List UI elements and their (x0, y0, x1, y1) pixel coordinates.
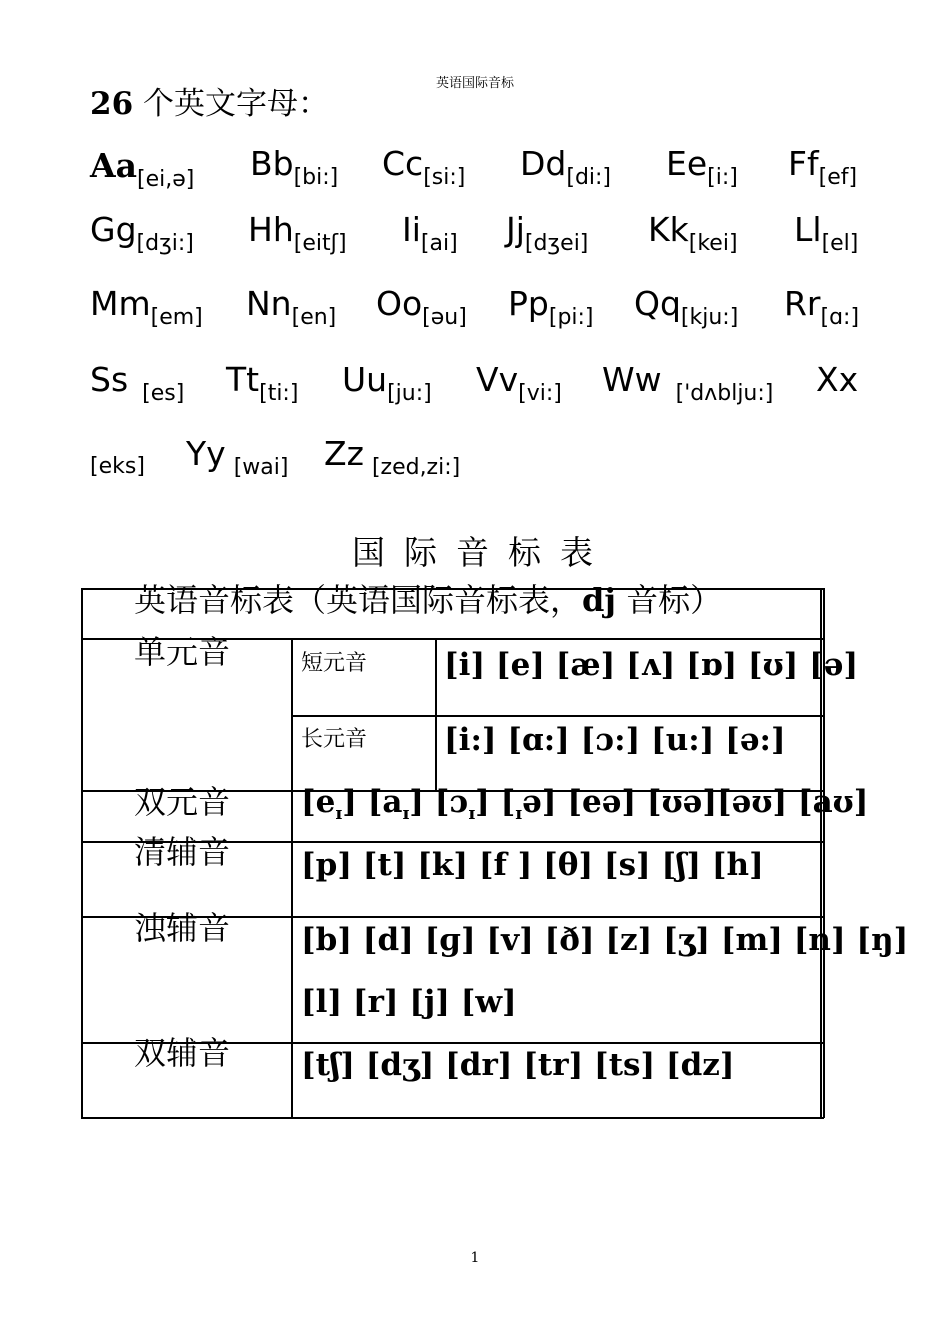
letter-p: $Pp_{[pi:]}$ (508, 284, 594, 330)
table-border (291, 638, 293, 1118)
phonetic: [vi:] (518, 381, 562, 406)
monophthong-label: 单元音 (134, 633, 231, 671)
letter-m: $Mm_{[em]}$ (90, 284, 203, 330)
letter-t: $Tt_{[ti:]}$ (226, 360, 299, 406)
alphabet-title (90, 78, 329, 123)
letter-l: $Ll_{[el]}$ (794, 210, 859, 256)
phonetic: [zed,zi:] (371, 455, 461, 480)
letter-q: $Qq_{[kju:]}$ (634, 284, 739, 330)
long-vowel-ipa: [i:] [ɑ:] [ɔ:] [u:] [ə:] (444, 722, 786, 758)
phonetic: [wai] (233, 455, 289, 480)
phonetic: [es] (142, 381, 185, 406)
table-heading: 国际音标表 (352, 533, 612, 572)
letter-w: Ww $_{['dʌblju:]}$ (602, 360, 774, 406)
alphabet-count: 26 (90, 86, 134, 122)
letter-x: Xx (816, 360, 859, 399)
letter-y: Yy $_{[wai]}$ (186, 434, 289, 480)
phonetic: [eitʃ] (293, 231, 347, 256)
letter-u: $Uu_{[ju:]}$ (342, 360, 432, 406)
voiced-consonant-ipa-1: [b] [d] [ɡ] [v] [ð] [z] [ʒ] [m] [n] [ŋ] (301, 922, 909, 958)
double-consonant-label: 双辅音 (134, 1034, 231, 1072)
voiced-consonant-label: 浊辅音 (134, 909, 231, 947)
double-consonant-ipa: [tʃ] [dʒ] [dr] [tr] [ts] [dz] (301, 1047, 735, 1083)
table-border (81, 588, 83, 1118)
diphthong-label: 双元音 (134, 783, 231, 821)
letter-z: Zz $_{[zed,zi:]}$ (324, 434, 461, 480)
voiceless-consonant-label: 清辅音 (134, 833, 231, 871)
phonetic: [ef] (818, 165, 858, 190)
phonetic: [ai] (420, 231, 458, 256)
phonetic: [pi:] (548, 305, 594, 330)
letter-d: $Dd_{[di:]}$ (520, 144, 612, 190)
phonetic: [ei,ə] (137, 167, 195, 192)
phonetic: [el] (821, 231, 859, 256)
phonetic: [kju:] (680, 305, 739, 330)
phonetic: [kei] (688, 231, 738, 256)
page-header: 英语国际音标 (435, 76, 514, 91)
alphabet-title-text: 个英文字母： (133, 86, 329, 122)
letter-c: $Cc_{[si:]}$ (382, 144, 466, 190)
diphthong-ipa: $[e_ɪ]$ $[a_ɪ]$ [ɔ$_ɪ$] $[_ɪə]$ [eə] [ʊə][əʊ] [aʊ] (301, 784, 869, 825)
letter-v: $Vv_{[vi:]}$ (476, 360, 562, 406)
page-number: 1 (470, 1250, 480, 1266)
letter-h: $Hh_{[eitʃ]}$ (248, 210, 347, 256)
table-title: 英语音标表（英语国际音标表，dj 音标） (134, 581, 723, 619)
table-border (291, 715, 824, 717)
letter-g: $Gg_{[dʒi:]}$ (90, 210, 194, 256)
letter-e: $Ee_{[i:]}$ (666, 144, 738, 190)
long-vowel-label: 长元音 (301, 727, 368, 752)
letter-b: $Bb_{[bi:]}$ (250, 144, 339, 190)
letter-j: $Jj_{[dʒei]}$ (506, 210, 589, 256)
voiceless-consonant-ipa: [p] [t] [k] [f ] [θ] [s] [ʃ] [h] (301, 847, 764, 883)
phonetic: ['dʌblju:] (675, 381, 774, 406)
phonetic: [ɑ:] (820, 305, 860, 330)
letter-a: $Aa_{[ei,ə]}$ (90, 146, 195, 192)
letter-f: $Ff_{[ef]}$ (788, 144, 858, 190)
short-vowel-ipa: [i] [e] [æ] [ʌ] [ɒ] [ʊ] [ə] (444, 647, 859, 683)
letter-o: $Oo_{[əu]}$ (376, 284, 467, 330)
letter-i: $Ii_{[ai]}$ (402, 210, 458, 256)
letter-r: $Rr_{[ɑ:]}$ (784, 284, 860, 330)
phonetic: [ti:] (259, 381, 299, 406)
phonetic: [bi:] (293, 165, 339, 190)
phonetic: [si:] (423, 165, 466, 190)
letter-s: Ss $_{[es]}$ (90, 360, 185, 406)
phonetic: [di:] (566, 165, 612, 190)
phonetic: [i:] (707, 165, 738, 190)
table-border (81, 1117, 824, 1119)
letter-k: $Kk_{[kei]}$ (648, 210, 738, 256)
phonetic: [em] (150, 305, 203, 330)
letter-n: $Nn_{[en]}$ (246, 284, 337, 330)
short-vowel-label: 短元音 (301, 651, 368, 676)
phonetic: [eks] (90, 454, 145, 479)
phonetic: [en] (291, 305, 337, 330)
phonetic: [əu] (422, 305, 467, 330)
phonetic: [dʒei] (524, 231, 589, 256)
voiced-consonant-ipa-2: [l] [r] [j] [w] (301, 984, 517, 1020)
phonetic: [ju:] (387, 381, 432, 406)
phonetic: [dʒi:] (136, 231, 194, 256)
table-border (435, 638, 437, 790)
